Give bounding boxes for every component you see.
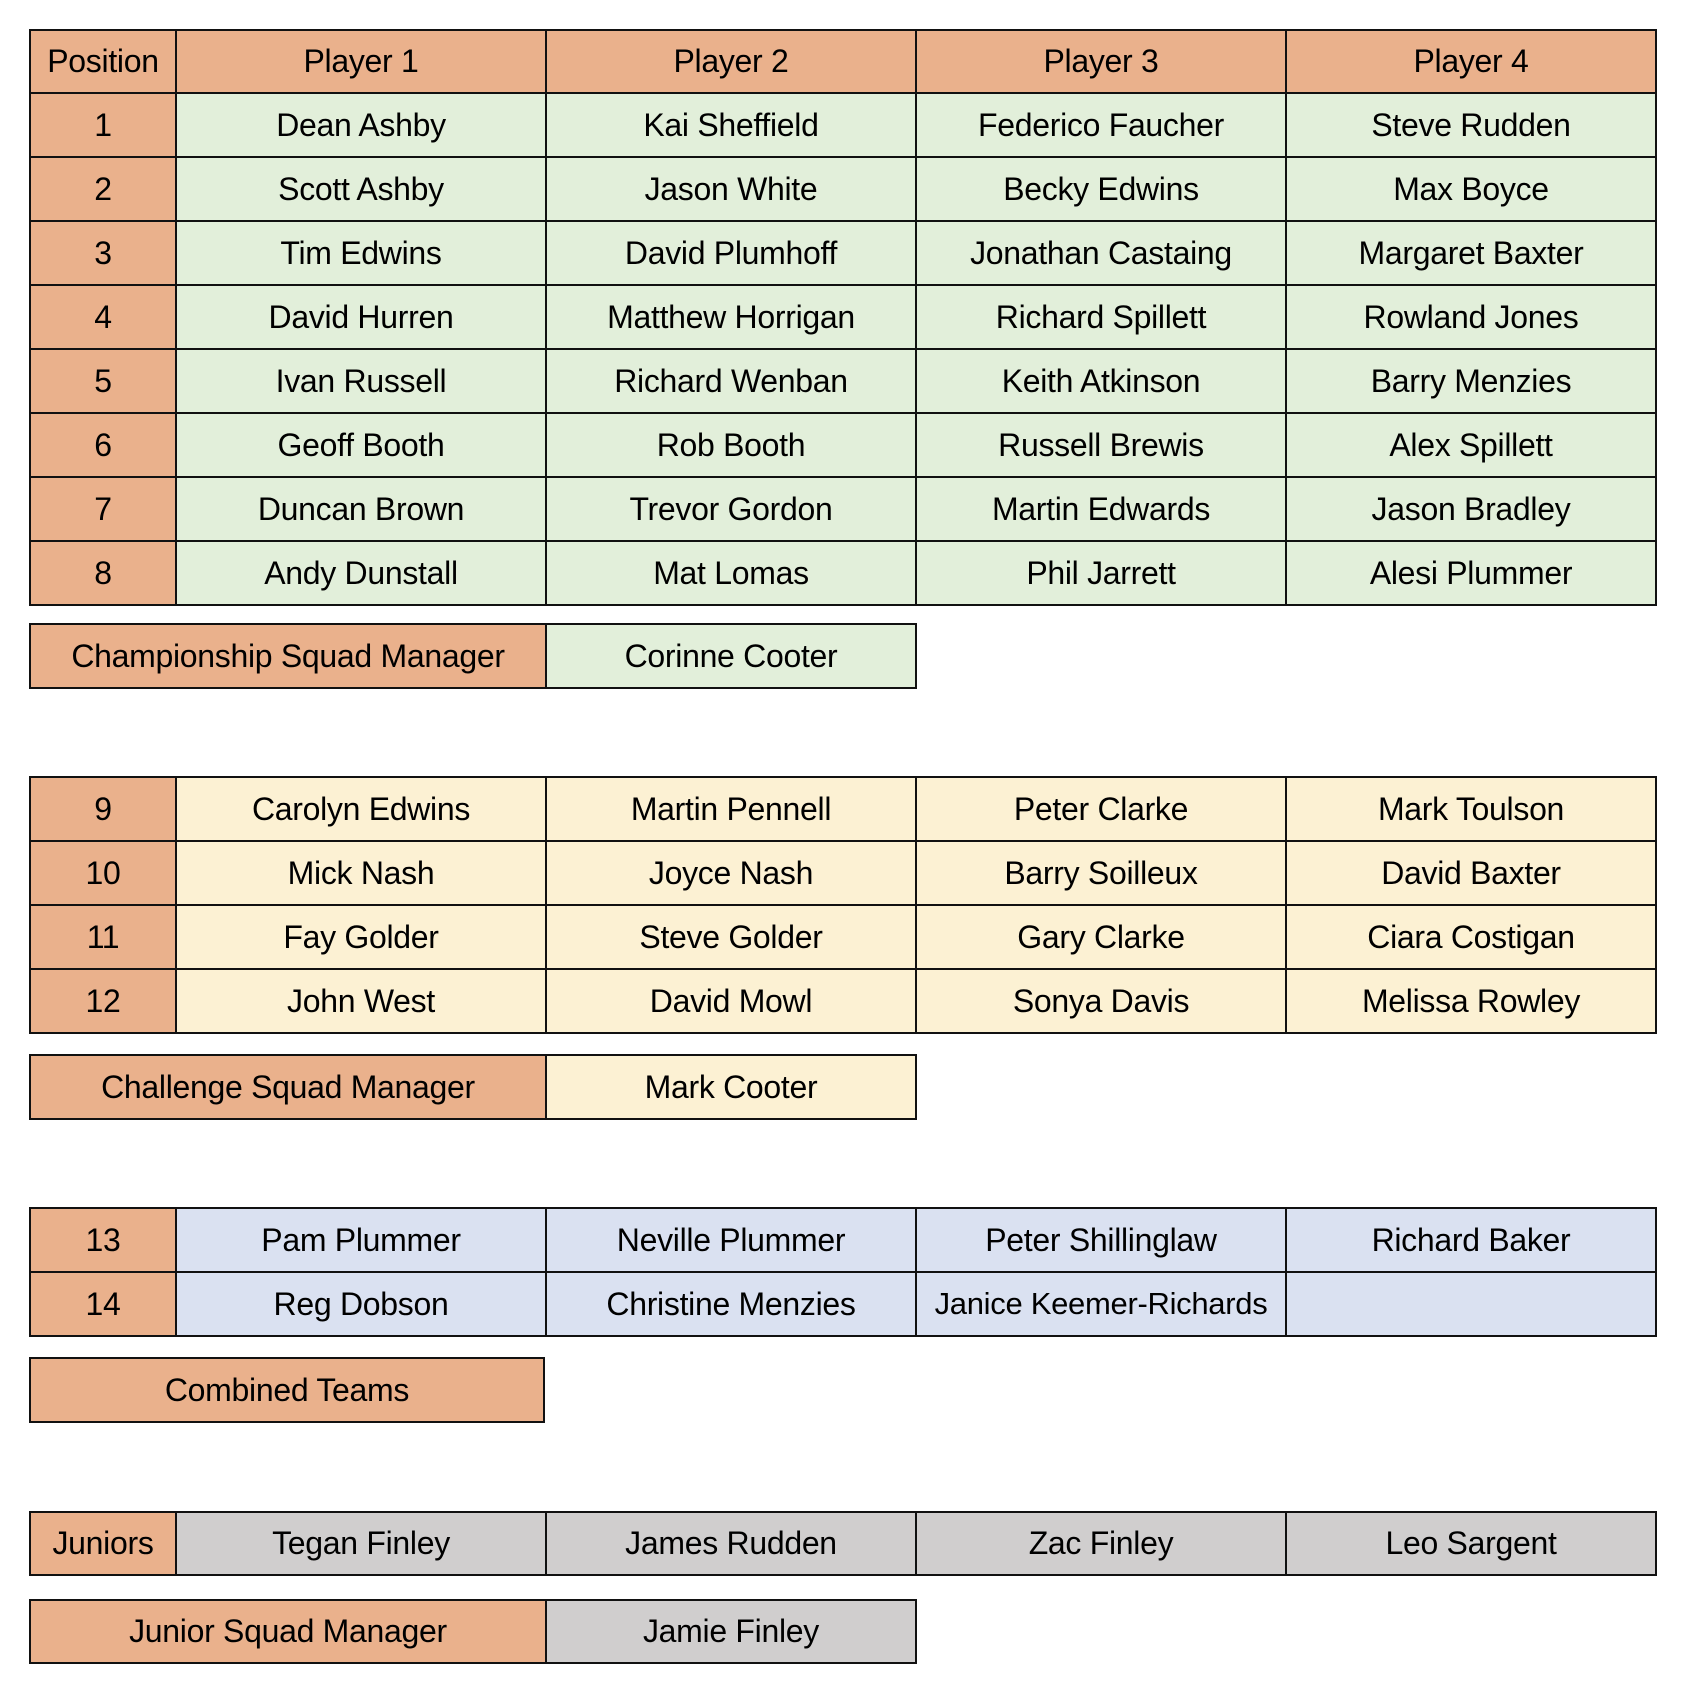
player-cell: Gary Clarke xyxy=(916,905,1286,969)
challenge-manager-name: Mark Cooter xyxy=(546,1055,916,1119)
combined-teams-label: Combined Teams xyxy=(30,1358,544,1422)
player-cell: Matthew Horrigan xyxy=(546,285,916,349)
player-cell: Joyce Nash xyxy=(546,841,916,905)
table-row xyxy=(30,1272,1656,1336)
position-cell: 6 xyxy=(30,413,176,477)
player-cell: Steve Rudden xyxy=(1286,93,1656,157)
player-cell: Fay Golder xyxy=(176,905,546,969)
player-cell: Mat Lomas xyxy=(546,541,916,605)
header-player-3: Player 3 xyxy=(916,30,1286,93)
player-cell: Richard Spillett xyxy=(916,285,1286,349)
player-cell: Neville Plummer xyxy=(546,1208,916,1272)
table-row xyxy=(30,541,1656,605)
player-cell: Jonathan Castaing xyxy=(916,221,1286,285)
junior-manager-name: Jamie Finley xyxy=(546,1600,916,1663)
player-cell: Peter Shillinglaw xyxy=(916,1208,1286,1272)
table-row xyxy=(30,93,1656,157)
table-row xyxy=(30,413,1656,477)
player-cell: John West xyxy=(176,969,546,1033)
player-cell: Reg Dobson xyxy=(176,1272,546,1336)
combined-table xyxy=(29,1207,1657,1337)
player-cell: Jason Bradley xyxy=(1286,477,1656,541)
challenge-table xyxy=(29,776,1657,1034)
player-cell: David Mowl xyxy=(546,969,916,1033)
player-cell: Scott Ashby xyxy=(176,157,546,221)
player-cell: Margaret Baxter xyxy=(1286,221,1656,285)
player-cell: Trevor Gordon xyxy=(546,477,916,541)
header-row xyxy=(30,30,1656,93)
position-cell: 9 xyxy=(30,777,176,841)
player-cell: Max Boyce xyxy=(1286,157,1656,221)
header-position: Position xyxy=(30,30,176,93)
position-cell: 1 xyxy=(30,93,176,157)
player-cell: Becky Edwins xyxy=(916,157,1286,221)
junior-manager-label: Junior Squad Manager xyxy=(30,1600,546,1663)
player-cell: Steve Golder xyxy=(546,905,916,969)
player-cell: Jason White xyxy=(546,157,916,221)
player-cell: Alesi Plummer xyxy=(1286,541,1656,605)
player-cell: James Rudden xyxy=(546,1512,916,1575)
championship-manager-name: Corinne Cooter xyxy=(546,624,916,688)
player-cell: David Hurren xyxy=(176,285,546,349)
championship-manager-table xyxy=(29,623,917,689)
championship-manager-label: Championship Squad Manager xyxy=(30,624,546,688)
challenge-manager-label: Challenge Squad Manager xyxy=(30,1055,546,1119)
position-cell: 14 xyxy=(30,1272,176,1336)
player-cell: Peter Clarke xyxy=(916,777,1286,841)
player-cell: Mick Nash xyxy=(176,841,546,905)
player-cell: Andy Dunstall xyxy=(176,541,546,605)
table-row xyxy=(30,1208,1656,1272)
player-cell: Alex Spillett xyxy=(1286,413,1656,477)
table-row xyxy=(30,1512,1656,1575)
player-cell: David Baxter xyxy=(1286,841,1656,905)
player-cell: Barry Menzies xyxy=(1286,349,1656,413)
table-row xyxy=(30,477,1656,541)
player-cell: Tim Edwins xyxy=(176,221,546,285)
combined-label-table xyxy=(29,1357,545,1423)
player-cell: Rob Booth xyxy=(546,413,916,477)
table-row xyxy=(30,349,1656,413)
player-cell: David Plumhoff xyxy=(546,221,916,285)
position-cell: 11 xyxy=(30,905,176,969)
player-cell: Richard Baker xyxy=(1286,1208,1656,1272)
position-cell: 4 xyxy=(30,285,176,349)
player-cell: Zac Finley xyxy=(916,1512,1286,1575)
player-cell: Ciara Costigan xyxy=(1286,905,1656,969)
player-cell: Richard Wenban xyxy=(546,349,916,413)
player-cell: Christine Menzies xyxy=(546,1272,916,1336)
player-cell-empty xyxy=(1286,1272,1656,1336)
position-cell: 7 xyxy=(30,477,176,541)
player-cell: Phil Jarrett xyxy=(916,541,1286,605)
position-cell: 5 xyxy=(30,349,176,413)
player-cell: Sonya Davis xyxy=(916,969,1286,1033)
header-player-2: Player 2 xyxy=(546,30,916,93)
player-cell: Ivan Russell xyxy=(176,349,546,413)
player-cell: Leo Sargent xyxy=(1286,1512,1656,1575)
player-cell: Pam Plummer xyxy=(176,1208,546,1272)
player-cell: Martin Edwards xyxy=(916,477,1286,541)
header-player-4: Player 4 xyxy=(1286,30,1656,93)
position-cell: 12 xyxy=(30,969,176,1033)
position-cell: 8 xyxy=(30,541,176,605)
player-cell: Barry Soilleux xyxy=(916,841,1286,905)
player-cell: Duncan Brown xyxy=(176,477,546,541)
player-cell: Kai Sheffield xyxy=(546,93,916,157)
player-cell: Tegan Finley xyxy=(176,1512,546,1575)
table-row xyxy=(30,777,1656,841)
player-cell: Keith Atkinson xyxy=(916,349,1286,413)
position-cell: 10 xyxy=(30,841,176,905)
juniors-label: Juniors xyxy=(30,1512,176,1575)
juniors-table xyxy=(29,1511,1657,1576)
player-cell: Federico Faucher xyxy=(916,93,1286,157)
junior-manager-table xyxy=(29,1599,917,1664)
table-row xyxy=(30,841,1656,905)
championship-table xyxy=(29,29,1657,606)
table-row xyxy=(30,969,1656,1033)
player-cell: Geoff Booth xyxy=(176,413,546,477)
table-row xyxy=(30,157,1656,221)
table-row xyxy=(30,905,1656,969)
table-row xyxy=(30,221,1656,285)
player-cell: Martin Pennell xyxy=(546,777,916,841)
challenge-manager-table xyxy=(29,1054,917,1120)
player-cell: Mark Toulson xyxy=(1286,777,1656,841)
player-cell: Janice Keemer-Richards xyxy=(916,1272,1286,1336)
position-cell: 2 xyxy=(30,157,176,221)
header-player-1: Player 1 xyxy=(176,30,546,93)
table-row xyxy=(30,285,1656,349)
player-cell: Rowland Jones xyxy=(1286,285,1656,349)
player-cell: Russell Brewis xyxy=(916,413,1286,477)
position-cell: 3 xyxy=(30,221,176,285)
player-cell: Melissa Rowley xyxy=(1286,969,1656,1033)
position-cell: 13 xyxy=(30,1208,176,1272)
player-cell: Dean Ashby xyxy=(176,93,546,157)
player-cell: Carolyn Edwins xyxy=(176,777,546,841)
